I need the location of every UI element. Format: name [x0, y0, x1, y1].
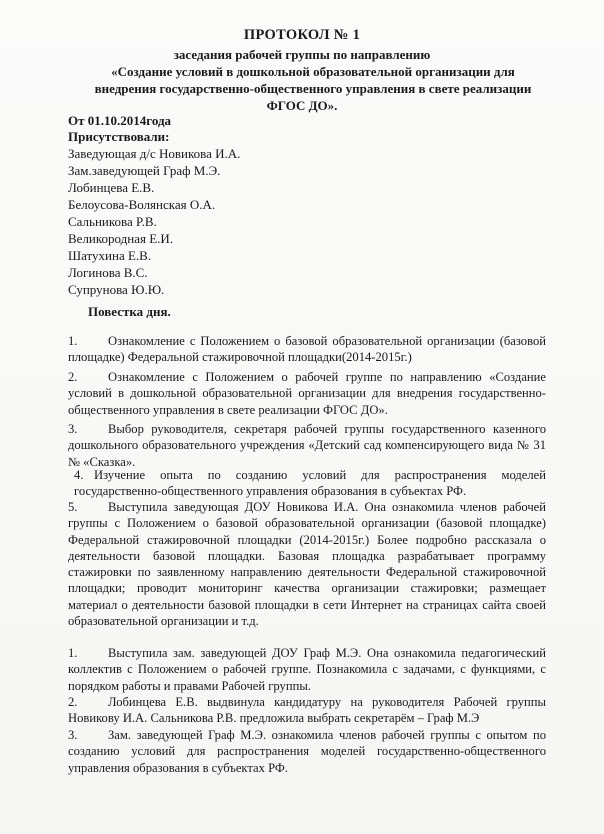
minutes-item — [68, 727, 546, 776]
attendee-item: Супрунова Ю.Ю. — [68, 282, 165, 297]
attendee-item: Лобинцева Е.В. — [68, 180, 155, 195]
item-number: 2. — [68, 370, 78, 384]
attendee-item: Зам.заведующей Граф М.Э. — [68, 163, 221, 178]
agenda-label: Повестка дня. — [88, 304, 171, 319]
document-subtitle: заседания рабочей группы по направлению — [173, 47, 431, 62]
agenda-item — [68, 499, 546, 629]
meeting-date: От 01.10.2014года — [68, 113, 172, 128]
document-title: ПРОТОКОЛ № 1 — [243, 27, 361, 43]
minutes-item — [68, 694, 546, 727]
topic-line-1: «Создание условий в дошкольной образовательной организации для — [111, 64, 515, 79]
item-text: Изучение опыта по созданию условий для распространения моделей государственно-общественного управления образования в субъектах РФ. — [74, 468, 546, 499]
item-number: 1. — [68, 334, 78, 348]
attendees-label: Присутствовали: — [68, 129, 170, 144]
agenda-item — [68, 421, 546, 470]
item-text: Ознакомление с Положением о базовой образовательной организации (базовой площадке) Федеральной стажировочной площадки(2014-2015г.) — [68, 334, 546, 365]
attendee-item: Великородная Е.И. — [68, 231, 174, 246]
agenda-item — [74, 467, 546, 500]
item-text: Выступила заведующая ДОУ Новикова И.А. Она ознакомила членов рабочей группы с Положением о базовой образовательной организации (базовой площадке) Федеральной стажировочной площадки (2014-2015г.) Более подробно рассказала о деятельности базовой площадки. Базовая площадка разрабатывает программу стажировки по заявленному направлению деятельности Федеральной стажировочной площадки; проводит мониторинг качества организации стажировки; размещает материал о деятельности базовой площадки в сети Интернет на страницах сайта своей образовательной организации и т.д. — [68, 500, 546, 629]
attendee-item: Сальникова Р.В. — [68, 214, 157, 229]
agenda-item — [68, 369, 546, 418]
attendee-item: Заведующая д/с Новикова И.А. — [68, 146, 241, 161]
agenda-item — [68, 333, 546, 366]
item-text: Выступила зам. заведующей ДОУ Граф М.Э. Она ознакомила педагогический коллектив с Положением о рабочей группе. Познакомила с задачами, с функциями, с порядком работы и правами Рабочей группы. — [68, 646, 546, 693]
item-number: 4. — [74, 468, 84, 482]
item-text: Выбор руководителя, секретаря рабочей группы государственного казенного дошкольного образовательного учреждения «Детский сад компенсирующего вида № 31 № «Сказка». — [68, 422, 546, 469]
item-number: 2. — [68, 695, 78, 709]
item-number: 3. — [68, 728, 78, 742]
topic-line-2: внедрения государственно-общественного управления в свете реализации — [94, 81, 532, 96]
item-number: 1. — [68, 646, 78, 660]
attendee-item: Логинова В.С. — [68, 265, 148, 280]
item-number: 5. — [68, 500, 78, 514]
item-text: Лобинцева Е.В. выдвинула кандидатуру на руководителя Рабочей группы Новикову И.А. Сальникова Р.В. предложила выбрать секретарём – Граф М.Э — [68, 695, 546, 726]
item-text: Зам. заведующей Граф М.Э. ознакомила членов рабочей группы с опытом по созданию условий для распространения моделей государственно-общественного управления образования в субъектах РФ. — [68, 728, 546, 775]
attendee-item: Белоусова-Волянская О.А. — [68, 197, 216, 212]
topic-line-3: ФГОС ДО». — [266, 98, 338, 113]
item-number: 3. — [68, 422, 78, 436]
item-text: Ознакомление с Положением о рабочей группе по направлению «Создание условий в дошкольной образовательной организации для внедрения государственно-общественного управления в свете реализации ФГОС ДО». — [68, 370, 546, 417]
attendee-item: Шатухина Е.В. — [68, 248, 152, 263]
minutes-item — [68, 645, 546, 694]
